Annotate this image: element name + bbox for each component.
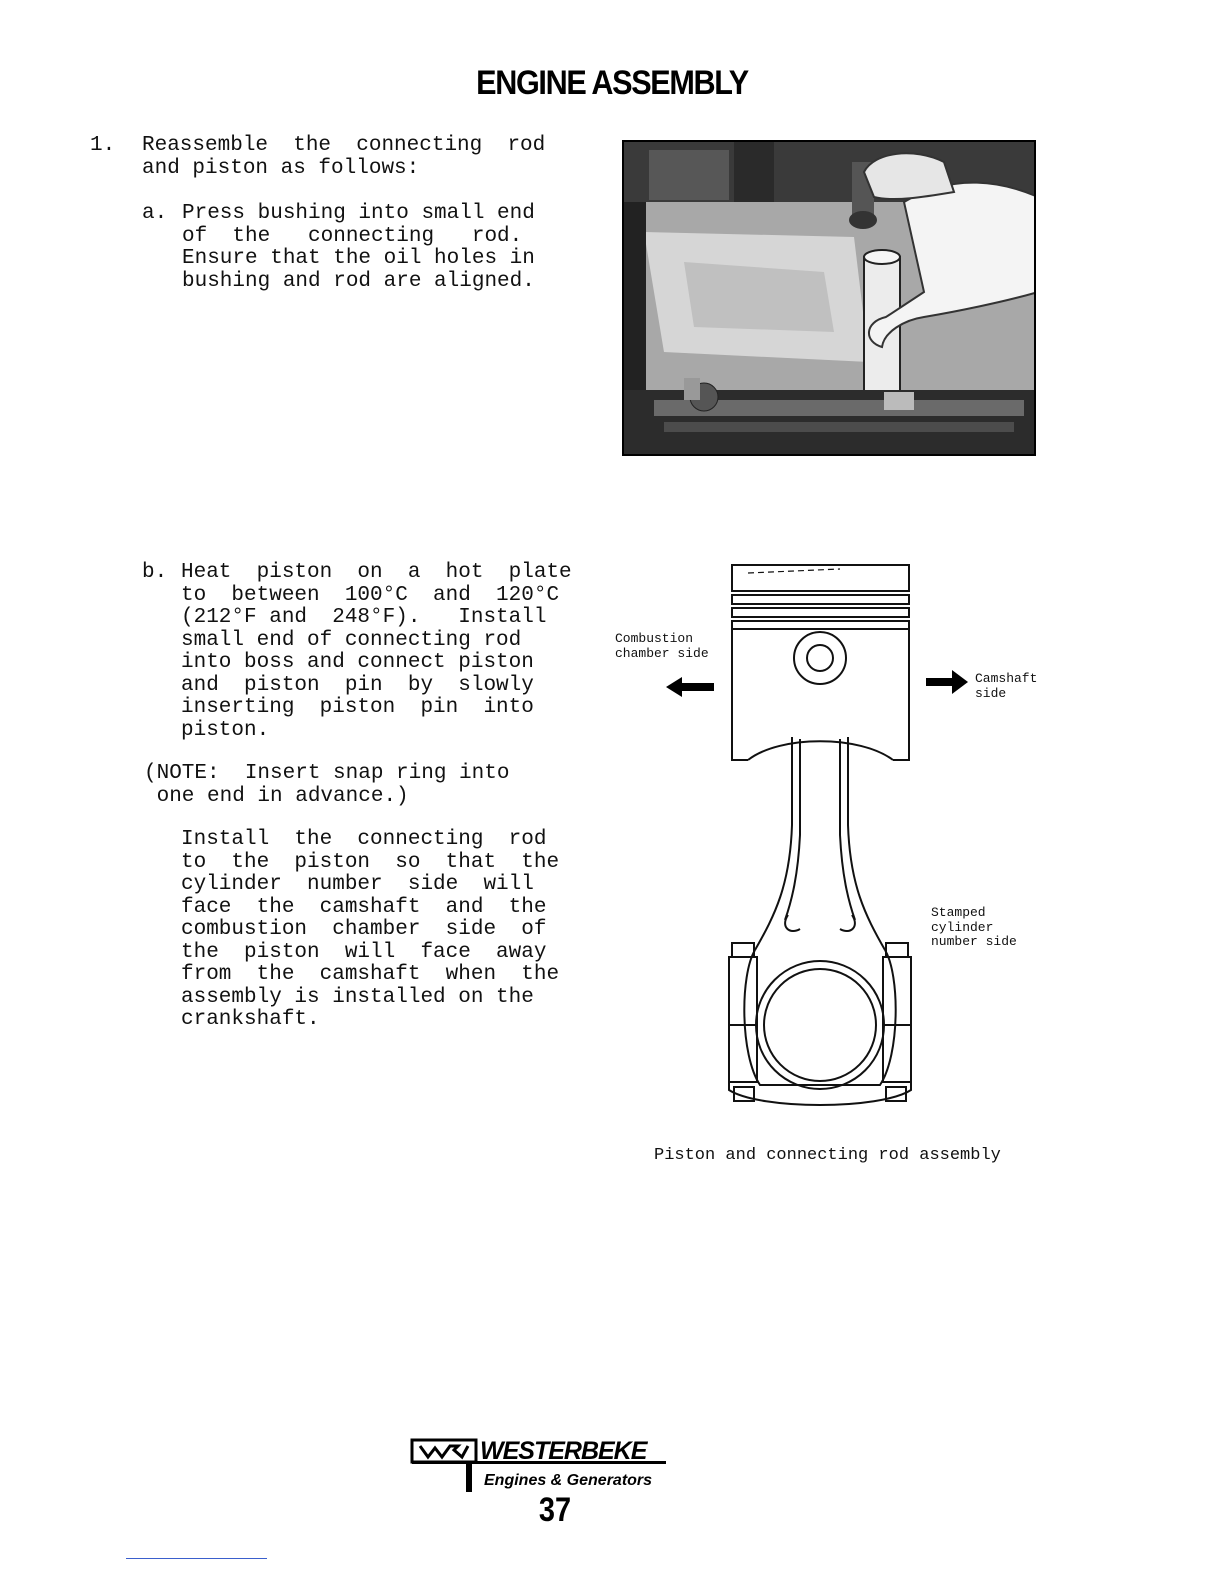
step-intro-text: Reassemble the connecting rod and piston as follows: bbox=[142, 134, 546, 180]
page-title: ENGINE ASSEMBLY bbox=[476, 64, 748, 102]
camshaft-side-label: Camshaft side bbox=[975, 671, 1038, 701]
brand-subtitle: Engines & Generators bbox=[484, 1472, 653, 1489]
step-number: 1. bbox=[90, 134, 116, 157]
note-text: (NOTE: Insert snap ring into one end in advance.) bbox=[144, 762, 510, 808]
substep-b-text: Heat piston on a hot plate to between 100°C and 120°C (212°F and 248°F). Install small end of connecting rod into boss and connect piston and piston pin by slowly inserting piston pin into piston. bbox=[181, 561, 572, 742]
brand-name: WESTERBEKE bbox=[480, 1437, 647, 1465]
photo-illustration bbox=[624, 142, 1036, 456]
install-instructions-text: Install the connecting rod to the piston so that the cylinder number side will face the camshaft and the combustion chamber side of the piston will face away from the camshaft when the assembly is installed on the crankshaft. bbox=[181, 828, 560, 1031]
page-number: 37 bbox=[538, 1491, 572, 1529]
piston-rod-diagram bbox=[600, 555, 1060, 1115]
bushing-press-photo bbox=[622, 140, 1036, 456]
substep-b-label: b. bbox=[142, 561, 168, 584]
substep-a-text: Press bushing into small end of the connecting rod. Ensure that the oil holes in bushing and rod are aligned. bbox=[182, 202, 535, 293]
footer-divider bbox=[126, 1558, 267, 1559]
right-arrow-icon bbox=[952, 670, 968, 694]
combustion-chamber-label: Combustion chamber side bbox=[615, 631, 709, 661]
stamped-number-label: Stamped cylinder number side bbox=[931, 905, 1017, 949]
left-arrow-icon bbox=[666, 677, 682, 697]
diagram-caption: Piston and connecting rod assembly bbox=[654, 1146, 1001, 1165]
substep-a-label: a. bbox=[142, 202, 168, 225]
